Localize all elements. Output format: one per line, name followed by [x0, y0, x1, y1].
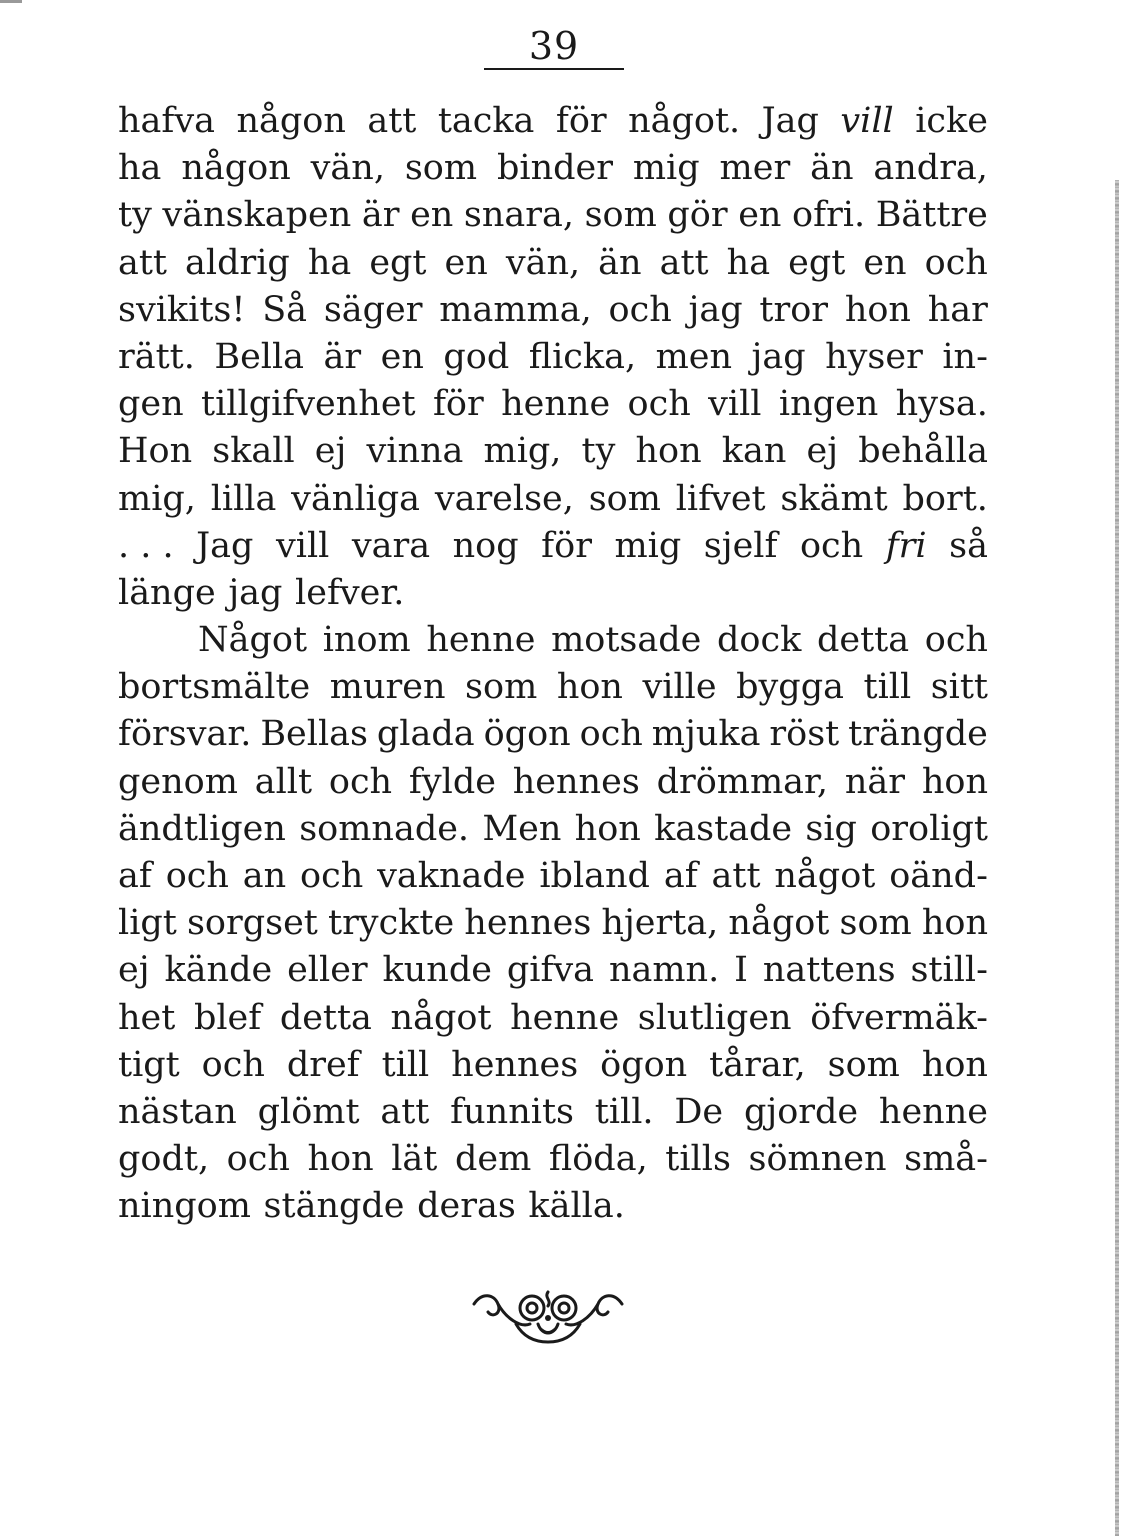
- word: något.: [628, 101, 741, 141]
- word: som: [404, 148, 478, 189]
- word: vaknade: [377, 856, 526, 896]
- word: varelse,: [434, 478, 574, 519]
- text-line: [118, 145, 988, 192]
- text-line: [118, 853, 988, 900]
- word: dem: [454, 1139, 532, 1180]
- word: ej: [314, 431, 347, 472]
- text-line: [118, 1089, 988, 1136]
- word: för: [541, 525, 592, 566]
- word: tårar,: [709, 1044, 806, 1085]
- word: mamma,: [439, 289, 592, 330]
- text-line: [118, 428, 988, 475]
- word: af: [118, 856, 152, 896]
- word: nog: [452, 525, 519, 566]
- word: stängde: [263, 1186, 405, 1227]
- word: något: [390, 997, 492, 1038]
- word: att: [367, 101, 417, 141]
- word: gjorde: [743, 1091, 859, 1132]
- word: tror: [759, 289, 829, 330]
- word: De: [674, 1091, 724, 1132]
- word: och: [328, 761, 393, 802]
- word: och: [300, 856, 364, 896]
- word: hjerta,: [601, 903, 719, 944]
- word: bortsmälte: [118, 667, 311, 708]
- word: egt: [788, 242, 846, 283]
- word: Bättre: [875, 195, 988, 236]
- word: Så: [262, 289, 308, 330]
- word: Bellas: [260, 714, 368, 755]
- word: ningom: [118, 1186, 251, 1227]
- word: mjuka: [651, 714, 761, 755]
- text-line: [118, 1136, 988, 1183]
- text-line: [118, 570, 988, 617]
- word: och: [226, 1139, 290, 1180]
- word: tigt: [118, 1044, 180, 1085]
- word: binder: [496, 148, 613, 189]
- word: Jag: [196, 525, 254, 566]
- page-number-rule: [484, 68, 624, 70]
- word: hysa.: [895, 384, 988, 425]
- word: . . .: [118, 525, 174, 566]
- word: hon: [307, 1139, 374, 1180]
- word: rätt.: [118, 336, 195, 377]
- word: mig,: [118, 478, 196, 519]
- word: hennes: [451, 1044, 579, 1085]
- word: ha: [118, 148, 162, 189]
- word: till: [863, 667, 912, 708]
- word: mer: [719, 148, 791, 189]
- word: skämt: [780, 478, 888, 519]
- word: att: [118, 242, 167, 283]
- word: ej: [806, 431, 839, 472]
- word: Bella: [214, 336, 305, 377]
- word: ingen: [778, 384, 879, 425]
- word: jag: [228, 572, 283, 613]
- word: ibland: [539, 856, 650, 896]
- word: som: [584, 195, 657, 236]
- word: namn.: [608, 950, 720, 991]
- word: vill: [840, 101, 894, 141]
- word: lefver.: [295, 572, 405, 613]
- word: ty: [581, 431, 616, 472]
- word: någon: [181, 148, 291, 189]
- word: henne: [501, 384, 611, 425]
- word: ha: [307, 242, 352, 283]
- word: kastade: [654, 808, 793, 849]
- word: tacka: [437, 101, 535, 141]
- word: ty: [118, 195, 152, 236]
- word: fri: [885, 525, 927, 566]
- word: henne: [426, 620, 536, 661]
- word: lilla: [210, 478, 277, 519]
- word: en: [380, 336, 424, 377]
- text-line: [118, 947, 988, 994]
- word: genom: [118, 761, 238, 802]
- word: skall: [212, 431, 295, 472]
- word: vän,: [310, 148, 385, 189]
- word: god: [443, 336, 510, 377]
- word: henne: [510, 997, 620, 1038]
- text-line: [118, 806, 988, 853]
- word: kan: [721, 431, 787, 472]
- word: muren: [329, 667, 446, 708]
- word: som: [827, 1044, 900, 1085]
- word: blef: [193, 997, 262, 1038]
- word: dock: [717, 620, 802, 661]
- text-line: [118, 287, 988, 334]
- word: och: [201, 1044, 265, 1085]
- text-line: [118, 664, 988, 711]
- word: hon: [844, 289, 911, 330]
- word: sitt: [930, 667, 988, 708]
- word: hon: [921, 1044, 988, 1085]
- word: aldrig: [185, 242, 290, 283]
- word: och: [924, 242, 988, 283]
- word: ögon: [483, 714, 571, 755]
- word: som: [839, 903, 912, 944]
- word: länge: [118, 572, 216, 613]
- word: vara: [351, 525, 431, 566]
- text-line: [118, 334, 988, 381]
- word: när: [844, 761, 906, 802]
- word: hon: [635, 431, 702, 472]
- word: I: [734, 950, 748, 991]
- word: Något: [198, 620, 308, 661]
- word: hon: [574, 808, 641, 849]
- word: icke: [915, 101, 988, 141]
- word: än: [598, 242, 642, 283]
- word: fylde: [408, 761, 496, 802]
- text-line: [118, 759, 988, 806]
- word: för: [432, 384, 484, 425]
- word: en: [738, 195, 782, 236]
- word: dref: [286, 1044, 360, 1085]
- word: lät: [391, 1139, 438, 1180]
- word: jag: [751, 336, 806, 377]
- word: glömt: [257, 1091, 360, 1132]
- word: hon: [921, 761, 988, 802]
- word: små-: [904, 1139, 988, 1180]
- word: nattens: [762, 950, 896, 991]
- word: en: [863, 242, 907, 283]
- word: att: [659, 242, 709, 283]
- word: svikits!: [118, 289, 246, 330]
- word: som: [465, 667, 538, 708]
- word: försvar.: [118, 714, 252, 755]
- word: sjelf: [703, 525, 778, 566]
- text-line: [118, 381, 988, 428]
- word: lifvet: [675, 478, 766, 519]
- word: tills: [665, 1139, 731, 1180]
- text-line: [118, 1042, 988, 1089]
- word: till.: [594, 1091, 654, 1132]
- word: vinna: [366, 431, 464, 472]
- word: är: [361, 195, 400, 236]
- word: ändtligen: [118, 808, 286, 849]
- word: är: [323, 336, 362, 377]
- word: tryckte: [328, 903, 455, 944]
- text-line: [118, 711, 988, 758]
- word: glada: [376, 714, 475, 755]
- word: mig: [614, 525, 682, 566]
- word: slutligen: [637, 997, 792, 1038]
- word: någon: [236, 101, 346, 141]
- word: men: [655, 336, 733, 377]
- word: ögon: [600, 1044, 688, 1085]
- word: att: [711, 856, 761, 896]
- word: oänd-: [889, 856, 988, 896]
- word: har: [927, 289, 988, 330]
- word: sig: [805, 808, 857, 849]
- word: vän,: [505, 242, 581, 283]
- word: an: [242, 856, 287, 896]
- word: Men: [482, 808, 562, 849]
- word: bort.: [902, 478, 988, 519]
- text-line: [118, 1183, 988, 1230]
- word: hafva: [118, 101, 216, 141]
- word: hon: [556, 667, 623, 708]
- word: vänskapen: [162, 195, 352, 236]
- word: ville: [642, 667, 717, 708]
- word: röst: [769, 714, 840, 755]
- word: en: [410, 195, 454, 236]
- page-number: 39: [528, 24, 580, 68]
- word: sorgset: [186, 903, 318, 944]
- word: flicka,: [528, 336, 637, 377]
- word: nästan: [118, 1091, 237, 1132]
- word: gen: [118, 384, 184, 425]
- word: något: [774, 856, 876, 896]
- word: och: [627, 384, 691, 425]
- word: inom: [322, 620, 411, 661]
- word: behålla: [858, 431, 988, 472]
- word: still-: [910, 950, 988, 991]
- word: gifva: [506, 950, 595, 991]
- word: och: [579, 714, 643, 755]
- word: källa.: [528, 1186, 625, 1227]
- word: tillgifvenhet: [201, 384, 416, 425]
- word: ej: [118, 950, 150, 991]
- word: något: [728, 903, 830, 944]
- word: vill: [275, 525, 330, 566]
- body-text: [118, 98, 988, 1231]
- word: säger: [323, 289, 423, 330]
- word: ligt: [118, 903, 177, 944]
- word: till: [381, 1044, 430, 1085]
- word: detta: [279, 997, 372, 1038]
- word: andra,: [873, 148, 988, 189]
- word: vill: [708, 384, 762, 425]
- word: och: [165, 856, 229, 896]
- text-line: [118, 476, 988, 523]
- word: så: [949, 525, 988, 566]
- word: egt: [369, 242, 427, 283]
- word: detta: [816, 620, 910, 661]
- word: drömmar,: [656, 761, 829, 802]
- word: bygga: [736, 667, 844, 708]
- word: än: [810, 148, 854, 189]
- word: och: [924, 620, 988, 661]
- text-line: [118, 192, 988, 239]
- word: in-: [942, 336, 988, 377]
- scan-edge-mark: [0, 0, 22, 3]
- word: allt: [254, 761, 313, 802]
- word: kände: [164, 950, 273, 991]
- word: flöda,: [548, 1139, 648, 1180]
- word: mig: [632, 148, 700, 189]
- word: hennes: [512, 761, 640, 802]
- word: af: [663, 856, 698, 896]
- word: kunde: [382, 950, 492, 991]
- text-line: [118, 995, 988, 1042]
- word: hon: [921, 903, 988, 944]
- word: henne: [878, 1091, 988, 1132]
- word: ha: [726, 242, 771, 283]
- word: oroligt: [870, 808, 988, 849]
- word: funnits: [450, 1091, 574, 1132]
- word: deras: [417, 1186, 516, 1227]
- word: motsade: [551, 620, 702, 661]
- word: mig,: [483, 431, 562, 472]
- word: Hon: [118, 431, 193, 472]
- floral-tailpiece-icon: [468, 1284, 628, 1346]
- word: vänliga: [291, 478, 421, 519]
- word: snara,: [463, 195, 575, 236]
- word: och: [799, 525, 864, 566]
- word: trängde: [848, 714, 988, 755]
- page-edge-shadow: [1115, 180, 1119, 1536]
- word: öfvermäk-: [810, 997, 988, 1038]
- word: och: [608, 289, 672, 330]
- text-line: [118, 523, 988, 570]
- word: jag: [688, 289, 743, 330]
- word: gör: [667, 195, 728, 236]
- word: för: [555, 101, 607, 141]
- word: Jag: [761, 101, 819, 141]
- word: hyser: [825, 336, 923, 377]
- word: ofri.: [792, 195, 866, 236]
- text-line: [118, 617, 988, 664]
- word: en: [444, 242, 488, 283]
- word: att: [380, 1091, 430, 1132]
- text-line: [118, 240, 988, 287]
- word: som: [588, 478, 661, 519]
- text-line: [118, 900, 988, 947]
- text-line: [118, 98, 988, 145]
- word: godt,: [118, 1139, 210, 1180]
- word: het: [118, 997, 176, 1038]
- word: eller: [287, 950, 368, 991]
- word: somnade.: [299, 808, 470, 849]
- word: sömnen: [748, 1139, 887, 1180]
- word: hennes: [464, 903, 592, 944]
